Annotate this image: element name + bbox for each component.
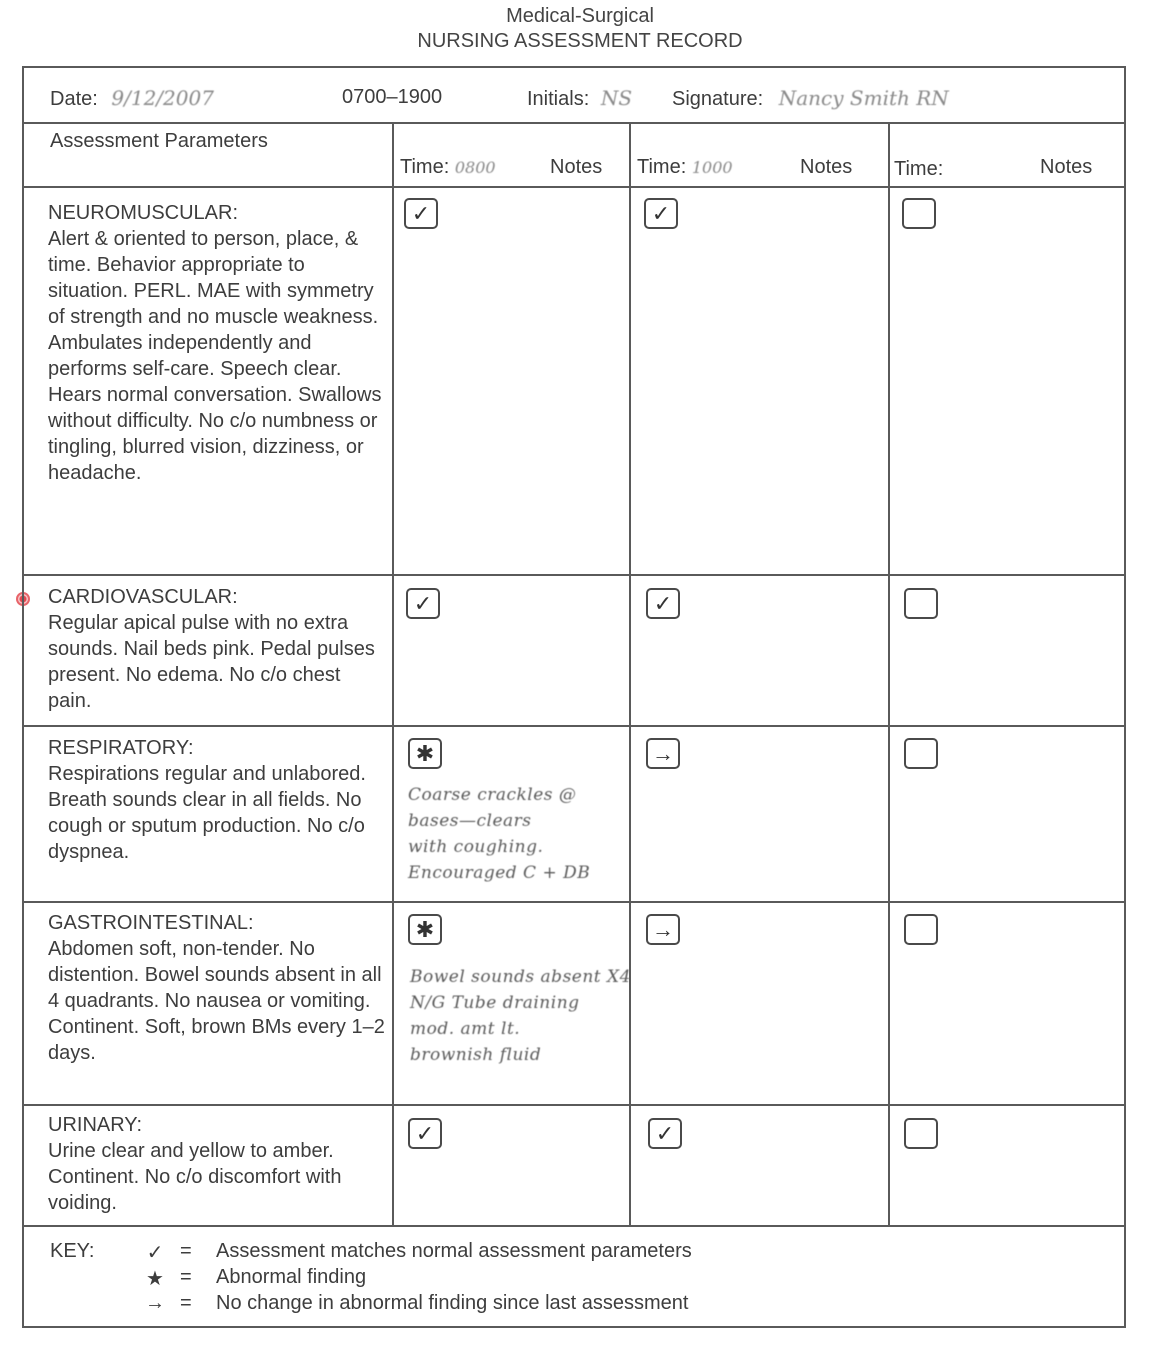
time-header-2: Time: 1000 bbox=[637, 156, 733, 178]
no-change-box[interactable]: → bbox=[646, 738, 680, 769]
divider bbox=[24, 1104, 1124, 1106]
handwritten-note: Coarse crackles @ bases—clears with coughing. Encouraged C + DB bbox=[408, 785, 591, 883]
arrow-right-icon: → bbox=[145, 1292, 165, 1314]
check-box[interactable] bbox=[904, 738, 938, 769]
key-item: ✓ = Assessment matches normal assessment parameters bbox=[140, 1240, 840, 1266]
date-label: Date: bbox=[50, 88, 98, 110]
section-text: Alert & oriented to person, place, & time. Behavior appropriate to situation. PERL. MAE with symmetry of strength and no muscle weakness. Ambulates independently and performs self-care. Speech clear. Hears normal conversation. Swallows without difficulty. No c/o numbness or tingling, blurred vision, dizziness, or headache. bbox=[48, 228, 382, 484]
shift-hours: 0700–1900 bbox=[342, 86, 443, 108]
column-divider bbox=[392, 122, 394, 1225]
section-respiratory bbox=[48, 735, 388, 865]
form-title-block bbox=[0, 4, 1160, 54]
section-gastrointestinal bbox=[48, 910, 388, 1066]
time-value-1: 0800 bbox=[454, 158, 496, 177]
section-text: Respirations regular and unlabored. Breath sounds clear in all fields. No cough or sputum production. No c/o dyspnea. bbox=[48, 763, 366, 863]
time-header-1: Time: 0800 bbox=[400, 156, 496, 178]
assessment-form bbox=[22, 66, 1126, 1328]
section-urinary bbox=[48, 1112, 388, 1216]
check-box[interactable] bbox=[904, 1118, 938, 1149]
key-item: ★ = Abnormal finding bbox=[140, 1266, 840, 1292]
section-text: Abdomen soft, non-tender. No distention. Bowel sounds absent in all 4 quadrants. No nausea or vomiting. Continent. Soft, brown BMs every 1–2 days. bbox=[48, 938, 385, 1064]
key-item: → = No change in abnormal finding since last assessment bbox=[140, 1292, 860, 1318]
check-box[interactable] bbox=[904, 588, 938, 619]
check-box[interactable] bbox=[902, 198, 936, 229]
section-cardiovascular bbox=[48, 584, 388, 714]
section-neuromuscular bbox=[48, 200, 388, 486]
section-title: RESPIRATORY: bbox=[48, 737, 194, 759]
time-header-3: Time: bbox=[894, 158, 944, 180]
section-text: Urine clear and yellow to amber. Continent. No c/o discomfort with voiding. bbox=[48, 1140, 342, 1214]
signature-field bbox=[672, 86, 949, 111]
signature-label: Signature: bbox=[672, 88, 764, 110]
check-box[interactable]: ✓ bbox=[408, 1118, 442, 1149]
signature-value: Nancy Smith RN bbox=[778, 86, 949, 110]
section-title: GASTROINTESTINAL: bbox=[48, 912, 254, 934]
check-box[interactable] bbox=[904, 914, 938, 945]
divider bbox=[24, 1225, 1124, 1227]
handwritten-note: Bowel sounds absent X4 N/G Tube draining mod. amt lt. brownish fluid bbox=[410, 967, 631, 1065]
no-change-box[interactable]: → bbox=[646, 914, 680, 945]
initials-field bbox=[527, 86, 632, 111]
form-title: NURSING ASSESSMENT RECORD bbox=[417, 30, 743, 52]
date-value: 9/12/2007 bbox=[111, 86, 214, 110]
divider bbox=[24, 574, 1124, 576]
date-field bbox=[50, 86, 214, 111]
check-box[interactable]: ✓ bbox=[406, 588, 440, 619]
check-icon: ✓ bbox=[146, 1242, 164, 1264]
check-box[interactable]: ✓ bbox=[404, 198, 438, 229]
divider bbox=[24, 725, 1124, 727]
notes-header-1: Notes bbox=[550, 156, 603, 178]
notes-header-3: Notes bbox=[1040, 156, 1093, 178]
check-box[interactable]: ✓ bbox=[646, 588, 680, 619]
key-label: KEY: bbox=[50, 1240, 95, 1262]
initials-value: NS bbox=[600, 86, 633, 110]
abnormal-box[interactable]: ✱ bbox=[408, 914, 442, 945]
section-title: URINARY: bbox=[48, 1114, 143, 1136]
divider bbox=[24, 122, 1124, 124]
initials-label: Initials: bbox=[527, 88, 590, 110]
time-value-2: 1000 bbox=[691, 158, 733, 177]
divider bbox=[24, 186, 1124, 188]
abnormal-box[interactable]: ✱ bbox=[408, 738, 442, 769]
column-divider bbox=[888, 122, 890, 1225]
parameters-header: Assessment Parameters bbox=[50, 130, 268, 152]
section-title: NEUROMUSCULAR: bbox=[48, 202, 239, 224]
divider bbox=[24, 901, 1124, 903]
notes-header-2: Notes bbox=[800, 156, 853, 178]
check-box[interactable]: ✓ bbox=[644, 198, 678, 229]
check-box[interactable]: ✓ bbox=[648, 1118, 682, 1149]
star-icon: ★ bbox=[146, 1268, 164, 1290]
section-title: CARDIOVASCULAR: bbox=[48, 586, 238, 608]
section-text: Regular apical pulse with no extra sounds. Nail beds pink. Pedal pulses present. No edema. No c/o chest pain. bbox=[48, 612, 375, 712]
form-subtitle: Medical-Surgical bbox=[506, 5, 654, 27]
